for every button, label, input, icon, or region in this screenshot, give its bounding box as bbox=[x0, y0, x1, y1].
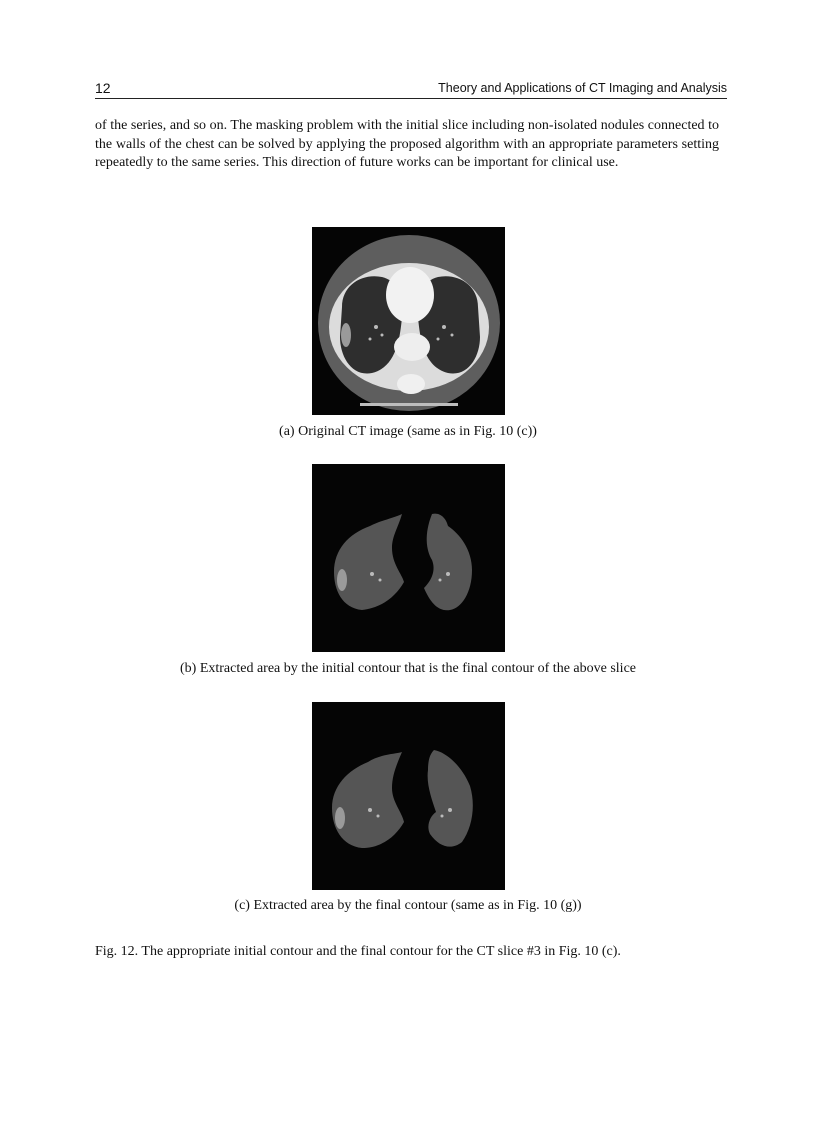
ct-scan-initial-contour-graphic bbox=[312, 464, 505, 652]
ct-image-final-contour bbox=[312, 702, 505, 890]
page-number: 12 bbox=[95, 80, 111, 96]
ct-scan-original-graphic bbox=[312, 227, 505, 415]
ct-image-original bbox=[312, 227, 505, 415]
ct-scan-final-contour-graphic bbox=[312, 702, 505, 890]
caption-c: (c) Extracted area by the final contour (same as in Fig. 10 (g)) bbox=[234, 898, 582, 913]
running-title: Theory and Applications of CT Imaging and Analysis bbox=[438, 81, 727, 95]
caption-b: (b) Extracted area by the initial contour that is the final contour of the above slice bbox=[180, 661, 636, 676]
ct-image-initial-contour bbox=[312, 464, 505, 652]
figure-caption: Fig. 12. The appropriate initial contour and the final contour for the CT slice #3 in Fig. 10 (c). bbox=[95, 944, 621, 959]
body-paragraph: of the series, and so on. The masking problem with the initial slice including non-isolated nodules connected to the walls of the chest can be solved by applying the proposed algorithm with an appropriate parameters setting repeatedly to the same series. This direction of future works can be important for clinical use. bbox=[95, 118, 719, 170]
caption-a: (a) Original CT image (same as in Fig. 10 (c)) bbox=[279, 424, 537, 439]
page-header bbox=[95, 80, 727, 99]
